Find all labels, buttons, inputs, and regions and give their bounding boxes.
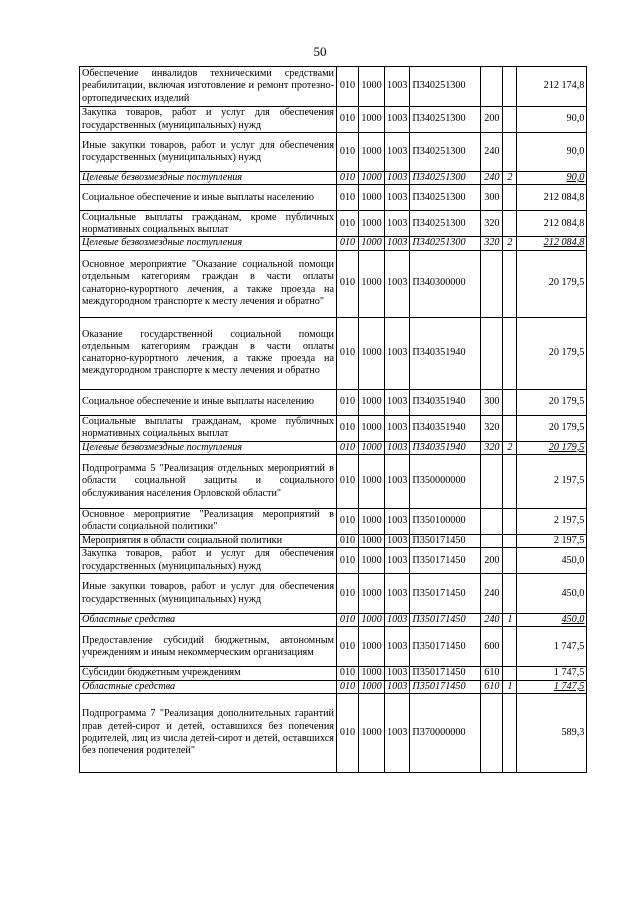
cell-section: 1000 <box>359 680 385 693</box>
row-description: Подпрограмма 5 "Реализация отдельных мероприятий в области социальной защиты и социального обслуживания населения Орловской области" <box>80 454 337 508</box>
cell-target-article: П350171450 <box>410 627 481 667</box>
table-row <box>80 667 587 680</box>
table-row <box>80 415 587 441</box>
cell-grbs: 010 <box>337 548 359 574</box>
cell-funding-code <box>503 317 517 389</box>
table-row <box>80 237 587 250</box>
cell-expense-type: 240 <box>481 172 503 185</box>
cell-expense-type: 610 <box>481 680 503 693</box>
cell-section: 1000 <box>359 667 385 680</box>
cell-expense-type: 600 <box>481 627 503 667</box>
cell-expense-type <box>481 67 503 107</box>
cell-funding-code: 2 <box>503 172 517 185</box>
cell-funding-code <box>503 508 517 534</box>
cell-amount: 212 084,8 <box>517 211 587 237</box>
table-row <box>80 185 587 211</box>
row-description: Основное мероприятие "Оказание социальной помощи отдельным категориям граждан в части оплаты санаторно-курортного лечения, а также проезда на междугородном транспорте к месту лечения и обратно" <box>80 250 337 317</box>
cell-funding-code <box>503 694 517 773</box>
cell-amount: 90,0 <box>517 107 587 133</box>
cell-target-article: П340251300 <box>410 67 481 107</box>
cell-amount <box>517 441 587 454</box>
cell-subsection: 1003 <box>385 548 410 574</box>
cell-amount <box>517 237 587 250</box>
cell-subsection: 1003 <box>385 508 410 534</box>
cell-grbs: 010 <box>337 211 359 237</box>
cell-amount <box>517 680 587 693</box>
cell-amount: 450,0 <box>517 574 587 614</box>
table-row <box>80 441 587 454</box>
cell-amount: 20 179,5 <box>517 415 587 441</box>
cell-grbs: 010 <box>337 508 359 534</box>
row-description: Мероприятия в области социальной политики <box>80 534 337 547</box>
cell-funding-code <box>503 667 517 680</box>
amount-value: 450,0 <box>561 614 585 626</box>
cell-subsection: 1003 <box>385 172 410 185</box>
cell-target-article: П350171450 <box>410 548 481 574</box>
page-number: 50 <box>313 44 327 59</box>
cell-expense-type <box>481 694 503 773</box>
cell-subsection: 1003 <box>385 237 410 250</box>
table-row <box>80 680 587 693</box>
budget-table <box>79 66 587 773</box>
cell-target-article: П340251300 <box>410 185 481 211</box>
row-description: Областные средства <box>80 614 337 627</box>
cell-target-article: П340351940 <box>410 317 481 389</box>
cell-amount: 2 197,5 <box>517 454 587 508</box>
table-row <box>80 454 587 508</box>
cell-expense-type: 240 <box>481 133 503 172</box>
cell-grbs: 010 <box>337 667 359 680</box>
amount-value: 1 747,5 <box>553 680 585 692</box>
cell-target-article: П350000000 <box>410 454 481 508</box>
table-row <box>80 317 587 389</box>
cell-expense-type: 320 <box>481 441 503 454</box>
cell-subsection: 1003 <box>385 574 410 614</box>
cell-funding-code <box>503 185 517 211</box>
table-row <box>80 534 587 547</box>
row-description: Закупка товаров, работ и услуг для обеспечения государственных (муниципальных) нужд <box>80 107 337 133</box>
cell-section: 1000 <box>359 237 385 250</box>
cell-grbs: 010 <box>337 614 359 627</box>
cell-grbs: 010 <box>337 694 359 773</box>
cell-subsection: 1003 <box>385 441 410 454</box>
table-row <box>80 627 587 667</box>
cell-expense-type <box>481 250 503 317</box>
cell-expense-type: 200 <box>481 548 503 574</box>
cell-grbs: 010 <box>337 133 359 172</box>
cell-section: 1000 <box>359 317 385 389</box>
cell-expense-type: 320 <box>481 415 503 441</box>
cell-funding-code <box>503 534 517 547</box>
cell-grbs: 010 <box>337 237 359 250</box>
row-description: Областные средства <box>80 680 337 693</box>
cell-subsection: 1003 <box>385 694 410 773</box>
cell-target-article: П350171450 <box>410 680 481 693</box>
row-description: Закупка товаров, работ и услуг для обеспечения государственных (муниципальных) нужд <box>80 548 337 574</box>
cell-target-article: П340251300 <box>410 211 481 237</box>
cell-expense-type: 300 <box>481 185 503 211</box>
amount-value: 90,0 <box>566 172 585 183</box>
cell-funding-code <box>503 250 517 317</box>
table-row <box>80 133 587 172</box>
cell-funding-code: 1 <box>503 614 517 627</box>
table-row <box>80 107 587 133</box>
cell-target-article: П340251300 <box>410 172 481 185</box>
cell-grbs: 010 <box>337 389 359 415</box>
cell-funding-code <box>503 133 517 172</box>
cell-expense-type <box>481 454 503 508</box>
table-row <box>80 548 587 574</box>
row-description: Оказание государственной социальной помощи отдельным категориям граждан в части оплаты санаторно-курортного лечения, а также проезда на междугородном транспорте к месту лечения и обратно <box>80 317 337 389</box>
cell-section: 1000 <box>359 614 385 627</box>
row-description: Иные закупки товаров, работ и услуг для обеспечения государственных (муниципальных) нужд <box>80 133 337 172</box>
cell-amount <box>517 172 587 185</box>
cell-funding-code <box>503 389 517 415</box>
row-description: Основное мероприятие "Реализация мероприятий в области социальной политики" <box>80 508 337 534</box>
cell-section: 1000 <box>359 548 385 574</box>
cell-subsection: 1003 <box>385 415 410 441</box>
cell-section: 1000 <box>359 133 385 172</box>
cell-grbs: 010 <box>337 67 359 107</box>
row-description: Социальное обеспечение и иные выплаты населению <box>80 185 337 211</box>
table-row <box>80 250 587 317</box>
cell-amount: 90,0 <box>517 133 587 172</box>
cell-expense-type: 610 <box>481 667 503 680</box>
cell-target-article: П370000000 <box>410 694 481 773</box>
cell-grbs: 010 <box>337 454 359 508</box>
cell-section: 1000 <box>359 441 385 454</box>
cell-amount: 212 084,8 <box>517 185 587 211</box>
cell-section: 1000 <box>359 627 385 667</box>
cell-funding-code <box>503 574 517 614</box>
cell-amount: 2 197,5 <box>517 508 587 534</box>
cell-amount <box>517 614 587 627</box>
cell-funding-code <box>503 415 517 441</box>
table-row <box>80 694 587 773</box>
cell-subsection: 1003 <box>385 667 410 680</box>
cell-section: 1000 <box>359 508 385 534</box>
cell-amount: 212 174,8 <box>517 67 587 107</box>
row-description: Предоставление субсидий бюджетным, автономным учреждениям и иным некоммерческим организациям <box>80 627 337 667</box>
cell-amount: 450,0 <box>517 548 587 574</box>
cell-funding-code <box>503 107 517 133</box>
cell-target-article: П340351940 <box>410 389 481 415</box>
cell-grbs: 010 <box>337 415 359 441</box>
cell-target-article: П340351940 <box>410 441 481 454</box>
cell-subsection: 1003 <box>385 67 410 107</box>
cell-target-article: П350171450 <box>410 614 481 627</box>
table-row <box>80 389 587 415</box>
cell-amount: 2 197,5 <box>517 534 587 547</box>
amount-value: 212 084,8 <box>543 237 585 249</box>
cell-section: 1000 <box>359 172 385 185</box>
table-row <box>80 508 587 534</box>
cell-subsection: 1003 <box>385 627 410 667</box>
cell-funding-code <box>503 454 517 508</box>
cell-section: 1000 <box>359 67 385 107</box>
cell-amount: 20 179,5 <box>517 317 587 389</box>
cell-section: 1000 <box>359 389 385 415</box>
cell-expense-type: 320 <box>481 211 503 237</box>
cell-grbs: 010 <box>337 680 359 693</box>
cell-section: 1000 <box>359 534 385 547</box>
cell-grbs: 010 <box>337 172 359 185</box>
cell-grbs: 010 <box>337 627 359 667</box>
row-description: Иные закупки товаров, работ и услуг для обеспечения государственных (муниципальных) нужд <box>80 574 337 614</box>
cell-grbs: 010 <box>337 441 359 454</box>
cell-grbs: 010 <box>337 534 359 547</box>
row-description: Социальное обеспечение и иные выплаты населению <box>80 389 337 415</box>
table-row <box>80 211 587 237</box>
cell-subsection: 1003 <box>385 680 410 693</box>
cell-funding-code <box>503 211 517 237</box>
cell-expense-type: 240 <box>481 614 503 627</box>
row-description: Целевые безвозмездные поступления <box>80 441 337 454</box>
cell-section: 1000 <box>359 250 385 317</box>
table-row <box>80 614 587 627</box>
cell-target-article: П350171450 <box>410 574 481 614</box>
cell-expense-type: 300 <box>481 389 503 415</box>
cell-amount: 1 747,5 <box>517 667 587 680</box>
cell-subsection: 1003 <box>385 185 410 211</box>
cell-target-article: П340251300 <box>410 133 481 172</box>
row-description: Подпрограмма 7 "Реализация дополнительных гарантий прав детей-сирот и детей, оставшихся без попечения родителей, лиц из числа детей-сирот и детей, оставшихся без попечения родителей" <box>80 694 337 773</box>
amount-value: 20 179,5 <box>548 441 585 453</box>
cell-target-article: П340300000 <box>410 250 481 317</box>
cell-subsection: 1003 <box>385 317 410 389</box>
cell-grbs: 010 <box>337 185 359 211</box>
cell-amount: 1 747,5 <box>517 627 587 667</box>
row-description: Обеспечение инвалидов техническими средствами реабилитации, включая изготовление и ремонт протезно-ортопедических изделий <box>80 67 337 107</box>
cell-target-article: П350171450 <box>410 667 481 680</box>
cell-section: 1000 <box>359 185 385 211</box>
cell-subsection: 1003 <box>385 454 410 508</box>
cell-amount: 589,3 <box>517 694 587 773</box>
cell-section: 1000 <box>359 694 385 773</box>
cell-target-article: П350171450 <box>410 534 481 547</box>
cell-subsection: 1003 <box>385 389 410 415</box>
cell-funding-code: 2 <box>503 237 517 250</box>
table-row <box>80 574 587 614</box>
table-row <box>80 172 587 185</box>
cell-funding-code: 2 <box>503 441 517 454</box>
cell-target-article: П350100000 <box>410 508 481 534</box>
cell-target-article: П340351940 <box>410 415 481 441</box>
row-description: Субсидии бюджетным учреждениям <box>80 667 337 680</box>
cell-expense-type: 200 <box>481 107 503 133</box>
cell-amount: 20 179,5 <box>517 389 587 415</box>
cell-section: 1000 <box>359 454 385 508</box>
cell-grbs: 010 <box>337 107 359 133</box>
cell-section: 1000 <box>359 211 385 237</box>
cell-amount: 20 179,5 <box>517 250 587 317</box>
cell-subsection: 1003 <box>385 250 410 317</box>
cell-expense-type <box>481 508 503 534</box>
cell-subsection: 1003 <box>385 211 410 237</box>
cell-subsection: 1003 <box>385 534 410 547</box>
cell-grbs: 010 <box>337 317 359 389</box>
row-description: Целевые безвозмездные поступления <box>80 237 337 250</box>
cell-funding-code <box>503 627 517 667</box>
cell-section: 1000 <box>359 107 385 133</box>
cell-section: 1000 <box>359 574 385 614</box>
cell-subsection: 1003 <box>385 133 410 172</box>
cell-expense-type: 320 <box>481 237 503 250</box>
cell-funding-code <box>503 67 517 107</box>
cell-target-article: П340251300 <box>410 237 481 250</box>
cell-target-article: П340251300 <box>410 107 481 133</box>
cell-expense-type <box>481 534 503 547</box>
cell-expense-type <box>481 317 503 389</box>
cell-funding-code: 1 <box>503 680 517 693</box>
cell-grbs: 010 <box>337 574 359 614</box>
table-row <box>80 67 587 107</box>
row-description: Социальные выплаты гражданам, кроме публичных нормативных социальных выплат <box>80 211 337 237</box>
cell-funding-code <box>503 548 517 574</box>
cell-expense-type: 240 <box>481 574 503 614</box>
cell-subsection: 1003 <box>385 614 410 627</box>
row-description: Целевые безвозмездные поступления <box>80 172 337 185</box>
cell-subsection: 1003 <box>385 107 410 133</box>
row-description: Социальные выплаты гражданам, кроме публичных нормативных социальных выплат <box>80 415 337 441</box>
cell-section: 1000 <box>359 415 385 441</box>
cell-grbs: 010 <box>337 250 359 317</box>
